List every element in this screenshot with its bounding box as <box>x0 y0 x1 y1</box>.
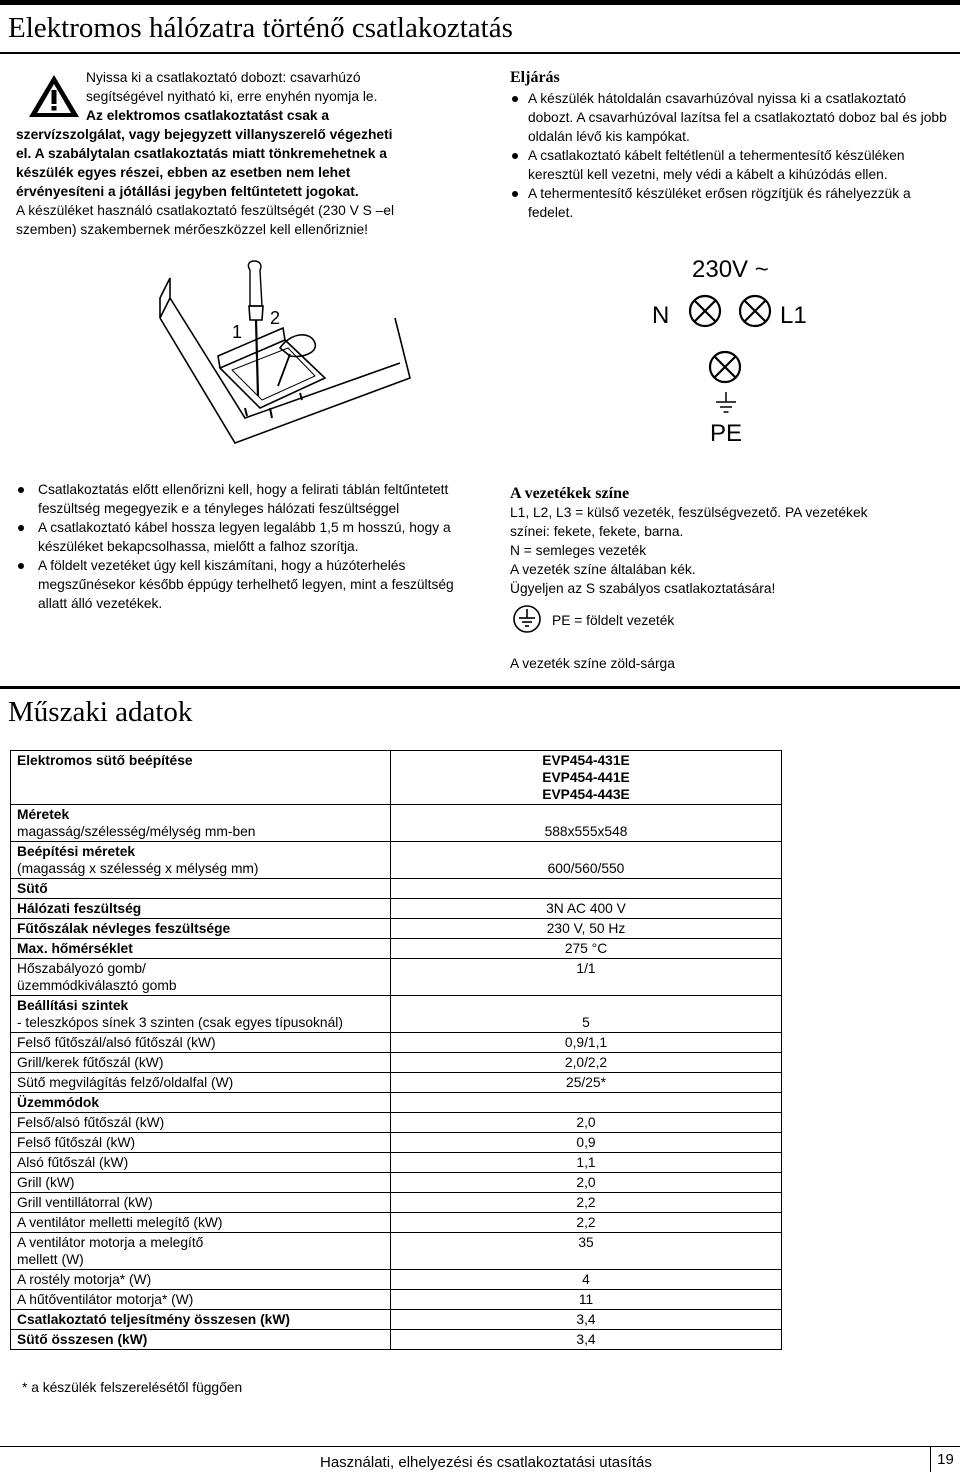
spec-value: 5 <box>391 996 782 1033</box>
pe-label: PE <box>710 420 743 447</box>
spec-value: 2,0 <box>391 1113 782 1133</box>
spec-value: 230 V, 50 Hz <box>391 919 782 939</box>
wire-colors-line: Ügyeljen az S szabályos csatlakoztatására! <box>510 581 776 596</box>
model-number: EVP454-443E <box>542 787 630 802</box>
spec-key <box>11 805 391 842</box>
spec-key <box>11 996 391 1033</box>
spec-key: Alsó fűtőszál (kW) <box>11 1153 391 1173</box>
earth-ground-icon <box>512 604 542 634</box>
list-item: A tehermentesítő készüléket erősen rögzítjük és ráhelyezzük a fedelet. <box>510 184 950 222</box>
spec-value: 3,4 <box>391 1310 782 1330</box>
spec-value: 35 <box>391 1233 782 1270</box>
spec-value: 600/560/550 <box>391 842 782 879</box>
page-number: 19 <box>930 1446 960 1472</box>
spec-value: 1/1 <box>391 959 782 996</box>
neutral-label: N <box>652 302 670 329</box>
spec-value: 1,1 <box>391 1153 782 1173</box>
drawing-label-1: 1 <box>232 322 243 342</box>
footer-title: Használati, elhelyezési és csatlakoztatási utasítás <box>320 1454 652 1471</box>
terminal-box-drawing <box>150 258 440 448</box>
table-row <box>11 1213 782 1233</box>
warning-line: szemben) szakembernek mérőeszközzel kell ellenőriznie! <box>16 222 368 237</box>
spec-key: Felső fűtőszál (kW) <box>11 1133 391 1153</box>
l1-label: L1 <box>780 302 807 329</box>
spec-key: Sütő megvilágítás felző/oldalfal (W) <box>11 1073 391 1093</box>
spec-key: A ventilátor melletti melegítő (kW) <box>11 1213 391 1233</box>
table-row <box>11 899 782 919</box>
list-item: A csatlakoztató kábelt feltétlenül a tehermentesítő készüléken keresztül kell vezetni, mely védi a kábelt a kihúzódás ellen. <box>510 146 950 184</box>
neutral-terminal-icon <box>688 294 722 328</box>
spec-key: Felső fűtőszál/alsó fűtőszál (kW) <box>11 1033 391 1053</box>
spec-key: Grill ventillátorral (kW) <box>11 1193 391 1213</box>
procedure-title: Eljárás <box>510 69 560 86</box>
ground-symbol-icon <box>714 392 738 416</box>
spec-value: 3N AC 400 V <box>391 899 782 919</box>
table-row <box>11 1310 782 1330</box>
wire-colors-line: L1, L2, L3 = külső vezeték, feszülségvezető. PA vezetékek <box>510 505 868 520</box>
checks-list <box>16 480 476 613</box>
spec-value: 275 °C <box>391 939 782 959</box>
voltage-label: 230V ~ <box>692 256 769 283</box>
table-row <box>11 1233 782 1270</box>
spec-key: A rostély motorja* (W) <box>11 1270 391 1290</box>
spec-value: 2,0 <box>391 1173 782 1193</box>
wire-colors-line: A vezeték színe általában kék. <box>510 562 696 577</box>
section-rule <box>0 686 960 689</box>
wire-colors-line: N = semleges vezeték <box>510 543 647 558</box>
spec-key-sub: - teleszkópos sínek 3 szinten (csak egyes típusoknál) <box>17 1015 343 1030</box>
wire-colors-line: színei: fekete, fekete, barna. <box>510 524 684 539</box>
drawing-label-2: 2 <box>270 308 281 328</box>
list-item: A földelt vezetéket úgy kell kiszámítani, hogy a húzóterhelés megszűnésekor később éppúgy terhelhető legyen, mint a feszültség allatt álló vezetékek. <box>16 556 476 613</box>
list-item: A csatlakoztató kábel hossza legyen legalább 1,5 m hosszú, hogy a készüléket bekapcsolhassa, mielőtt a falhoz szorítja. <box>16 518 476 556</box>
table-row <box>11 879 782 899</box>
spec-key-sub: üzemmódkiválasztó gomb <box>17 978 177 993</box>
table-row <box>11 842 782 879</box>
warning-line: el. A szabálytalan csatlakoztatás miatt tönkremehetnek a <box>16 146 387 161</box>
spec-key: Sütő <box>11 879 391 899</box>
wire-colors-title: A vezetékek színe <box>510 485 630 502</box>
table-row <box>11 1290 782 1310</box>
table-row <box>11 1033 782 1053</box>
spec-key: Elektromos sütő beépítése <box>11 751 391 805</box>
spec-key: Fűtőszálak névleges feszültsége <box>11 919 391 939</box>
l1-terminal-icon <box>738 294 772 328</box>
wiring-diagram <box>636 246 806 456</box>
spec-key: Csatlakoztató teljesítmény összesen (kW) <box>11 1310 391 1330</box>
spec-value: 2,2 <box>391 1193 782 1213</box>
list-item: A készülék hátoldalán csavarhúzóval nyissa ki a csatlakoztató dobozt. A csavarhúzóval lazítsa fel a csatlakoztató doboz bal és jobb oldalán lévő kis kampókat. <box>510 89 950 146</box>
warning-line: A készüléket használó csatlakoztató feszültségét (230 V S –el <box>16 203 395 218</box>
spec-value <box>391 879 782 899</box>
spec-value: 25/25* <box>391 1073 782 1093</box>
table-row <box>11 1093 782 1113</box>
table-row <box>11 1053 782 1073</box>
checks-section <box>16 480 476 613</box>
table-row <box>11 1113 782 1133</box>
table-row <box>11 919 782 939</box>
table-row <box>11 1193 782 1213</box>
spec-key-sub: magasság/szélesség/mélység mm-ben <box>17 824 256 839</box>
model-number: EVP454-441E <box>542 770 630 785</box>
table-row <box>11 1133 782 1153</box>
wire-colors-section <box>510 484 950 673</box>
procedure-section <box>510 68 950 222</box>
spec-key: A hűtőventilátor motorja* (W) <box>11 1290 391 1310</box>
spec-table <box>10 750 782 1350</box>
pe-color-note: A vezeték színe zöld-sárga <box>510 656 675 671</box>
footnote: * a készülék felszerelésétől függően <box>22 1380 243 1395</box>
spec-key: Grill/kerek fűtőszál (kW) <box>11 1053 391 1073</box>
spec-key-sub: mellett (W) <box>17 1252 84 1267</box>
spec-value: 0,9/1,1 <box>391 1033 782 1053</box>
spec-key: Grill (kW) <box>11 1173 391 1193</box>
warning-triangle-icon <box>26 72 82 120</box>
spec-key-title: A ventilátor motorja a melegítő <box>17 1235 204 1250</box>
spec-value: 0,9 <box>391 1133 782 1153</box>
table-row <box>11 1073 782 1093</box>
spec-key: Max. hőmérséklet <box>11 939 391 959</box>
warning-line: Az elektromos csatlakoztatást csak a <box>86 108 330 123</box>
pe-row <box>510 604 950 640</box>
table-row <box>11 939 782 959</box>
pe-terminal-icon <box>708 350 742 384</box>
warning-block <box>16 68 486 239</box>
table-row <box>11 959 782 996</box>
spec-key-sub: (magasság x szélesség x mélység mm) <box>17 861 259 876</box>
table-row <box>11 1173 782 1193</box>
spec-key: Felső/alsó fűtőszál (kW) <box>11 1113 391 1133</box>
table-row <box>11 751 782 805</box>
page-title: Elektromos hálózatra történő csatlakoztatás <box>8 12 513 44</box>
model-number: EVP454-431E <box>542 753 630 768</box>
procedure-list <box>510 89 950 222</box>
spec-key-title: Beállítási szintek <box>17 998 129 1013</box>
spec-key-title: Hőszabályozó gomb/ <box>17 961 146 976</box>
spec-value: 11 <box>391 1290 782 1310</box>
spec-value: 588x555x548 <box>391 805 782 842</box>
spec-key <box>11 959 391 996</box>
spec-value <box>391 1093 782 1113</box>
footer-rule <box>0 1446 930 1447</box>
warning-line: készülék egyes részei, ebben az esetben nem lehet <box>16 165 351 180</box>
table-row <box>11 996 782 1033</box>
warning-line: szervízszolgálat, vagy bejegyzett villanyszerelő végezheti <box>16 127 393 142</box>
title-rule <box>0 52 960 54</box>
spec-value: 4 <box>391 1270 782 1290</box>
tech-data-title: Műszaki adatok <box>8 696 193 728</box>
table-row <box>11 1270 782 1290</box>
table-row <box>11 1153 782 1173</box>
table-row <box>11 805 782 842</box>
spec-value: 2,2 <box>391 1213 782 1233</box>
spec-value: 3,4 <box>391 1330 782 1350</box>
spec-value <box>391 751 782 805</box>
pe-definition: PE = földelt vezeték <box>552 613 675 628</box>
warning-line: érvényesíteni a jótállási jegyben feltűntetett jogokat. <box>16 184 359 199</box>
top-rule <box>0 0 960 5</box>
spec-key: Sütő összesen (kW) <box>11 1330 391 1350</box>
spec-key: Hálózati feszültség <box>11 899 391 919</box>
spec-key-title: Beépítési méretek <box>17 844 136 859</box>
list-item: Csatlakoztatás előtt ellenőrizni kell, hogy a felirati táblán feltűntetett feszültség megegyezik e a tényleges hálózati feszültséggel <box>16 480 476 518</box>
spec-key <box>11 1233 391 1270</box>
warning-line: Nyissa ki a csatlakoztató dobozt: csavarhúzó <box>86 70 361 85</box>
table-row <box>11 1330 782 1350</box>
warning-line: segítségével nyitható ki, erre enyhén nyomja le. <box>86 89 378 104</box>
spec-key <box>11 842 391 879</box>
spec-value: 2,0/2,2 <box>391 1053 782 1073</box>
spec-key-title: Méretek <box>17 807 70 822</box>
spec-key: Üzemmódok <box>11 1093 391 1113</box>
